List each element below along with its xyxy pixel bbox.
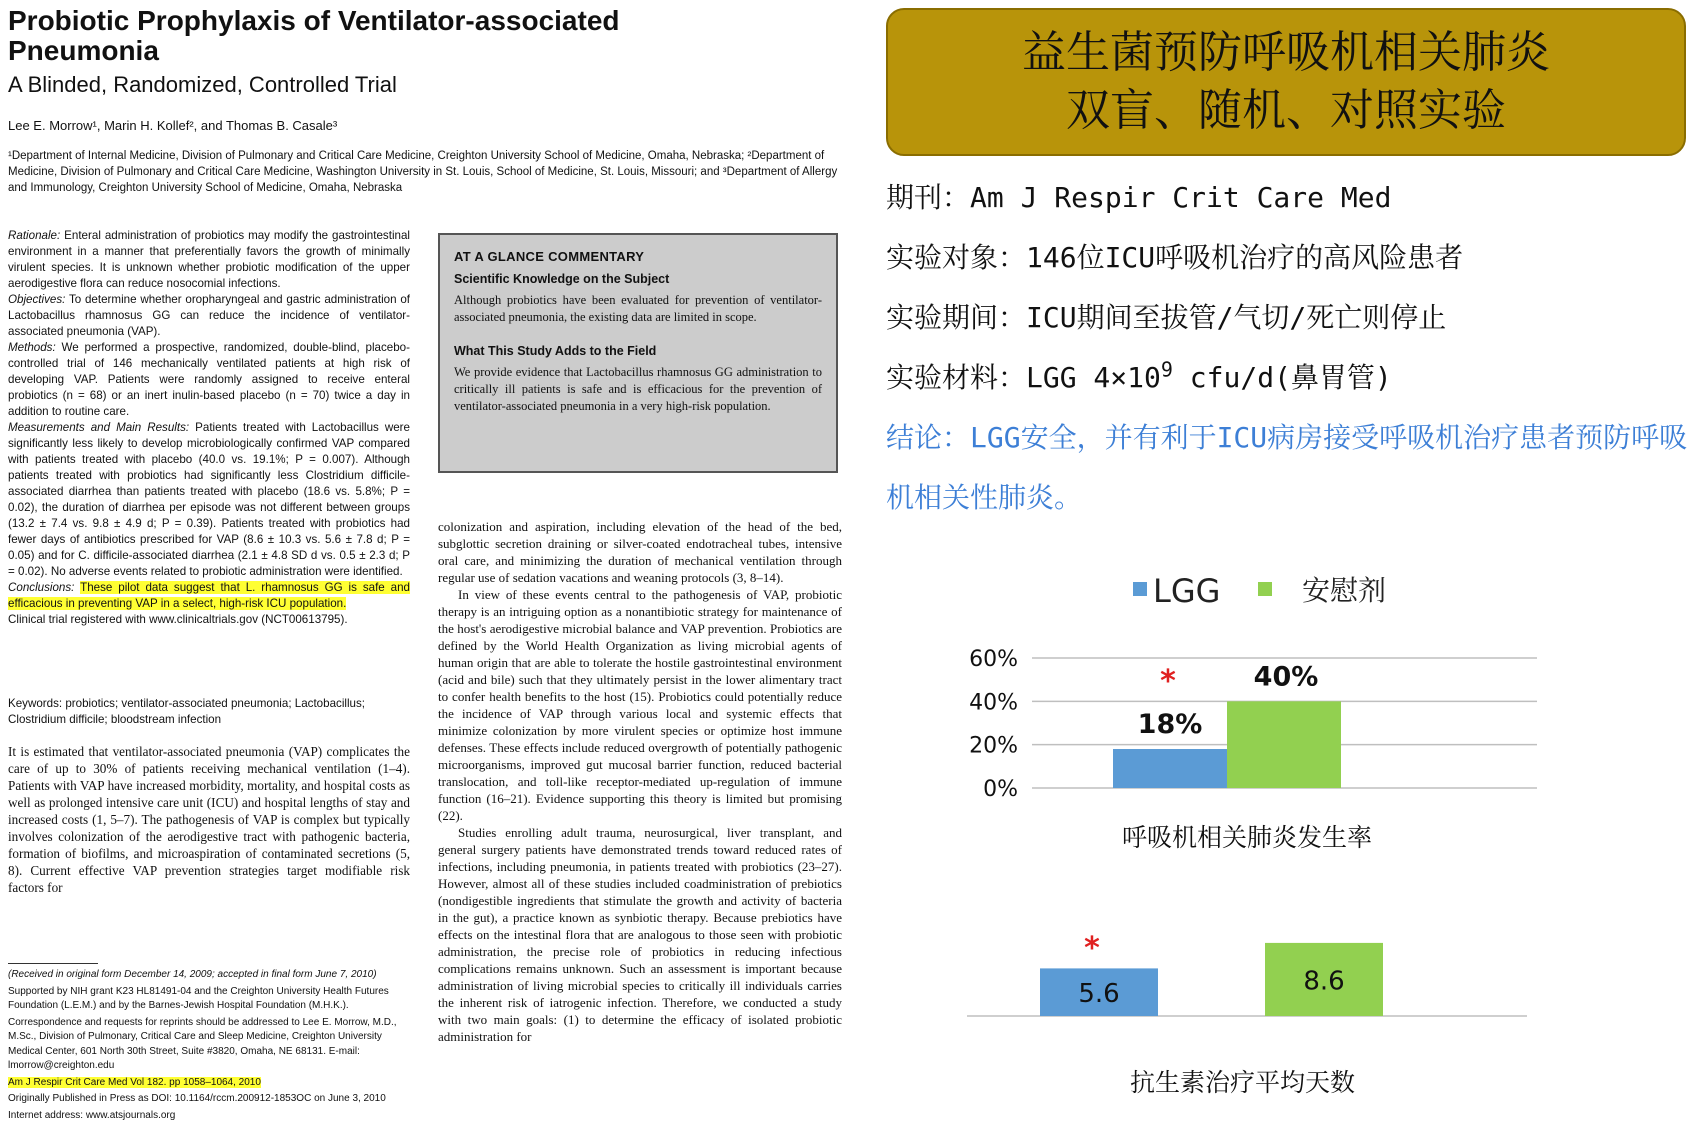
y-tick-label: 20% (969, 733, 1018, 759)
abstract-results: Patients treated with Lactobacillus were significantly less likely to develop microbiologically confirmed VAP compared with patients treated with placebo (40.0 vs. 19.1%; P = 0.007). Although patients treated with probiotics had significantly less Clostridium difficile-associated diarrhea than patients treated with placebo (18.6 vs. 5.8%; P = 0.02), the duration of diarrhea per episode was not different between groups (13.2 ± 7.4 vs. 9.8 ± 4.9 d; P = 0.39). Patients treated with probiotics had fewer days of antibiotics prescribed for VAP (8.6 ± 10.3 vs. 5.6 ± 7.8 d; P = 0.05) and for C. difficile-associated diarrhea (2.1 ± 4.8 SD d vs. 0.5 ± 2.3 d; P = 0.02). No adverse events related to probiotic administration were identified. (8, 421, 410, 578)
paper-authors: Lee E. Morrow¹, Marin H. Kollef², and Thomas B. Casale³ (8, 118, 338, 133)
note-internet: Internet address: www.atsjournals.org (8, 1109, 176, 1121)
bar-placebo (1227, 701, 1341, 788)
note-citation (8, 1076, 410, 1091)
y-tick-label: 60% (969, 647, 1018, 672)
glance-subheading-adds: What This Study Adds to the Field (454, 344, 657, 358)
data-label-placebo: 8.6 (1303, 966, 1345, 997)
y-tick-label: 0% (983, 777, 1018, 802)
antibiotic-days-chart (940, 920, 1560, 1030)
footnotes (8, 963, 410, 1125)
abstract-objectives-label: Objectives: (8, 293, 66, 306)
abstract-methods-label: Methods: (8, 341, 56, 354)
significance-asterisk: * (1084, 931, 1100, 966)
data-label-lgg: 5.6 (1078, 979, 1120, 1010)
body-column-right (438, 518, 842, 1045)
abstract-objectives: To determine whether oropharyngeal and gastric administration of Lactobacillus rhamnosus GG can reduce the incidence of ventilator-associated pneumonia (VAP). (8, 293, 410, 338)
glance-heading: AT A GLANCE COMMENTARY (454, 249, 645, 264)
data-label-placebo: 40% (1253, 661, 1319, 693)
chart2-caption: 抗生素治疗平均天数 (1130, 1068, 1356, 1097)
note-correspondence: Correspondence and requests for reprints should be addressed to Lee E. Morrow, M.D., M.Sc., Division of Pulmonary, Critical Care and Sleep Medicine, Creighton University Medical Center, 601 North 30th Street, Suite #3820, Omaha, NE 68131. E-mail: lmorrow@creighton.edu (8, 1016, 397, 1071)
y-tick-label: 40% (969, 690, 1018, 716)
abstract-methods: We performed a prospective, randomized, double-blind, placebo-controlled trial of 146 mechanically ventilated patients at high risk of developing VAP. Patients were randomly assigned to receive enteral probiotics (n = 68) or an inert inulin-based placebo (n = 70) twice a day in addition to routine care. (8, 341, 410, 418)
abstract-conclusions-highlight: These pilot data suggest that L. rhamnosus GG is safe and efficacious in preventing VAP in a select, high-risk ICU population. (8, 581, 410, 610)
paper-subtitle: A Blinded, Randomized, Controlled Trial (8, 72, 397, 97)
abstract-trial-registration: Clinical trial registered with www.clinicaltrials.gov (NCT00613795). (8, 613, 348, 626)
material-suffix: cfu/d(鼻胃管) (1172, 361, 1392, 394)
journal-line: 期刊：Am J Respir Crit Care Med (886, 181, 1392, 214)
body-paragraph: In view of these events central to the pathogenesis of VAP, probiotic therapy is an intriguing option as a nonantibiotic strategy for maintenance of the host's aerodigestive microbial balance and VAP prevention. Probiotics are defined by the World Health Organization as living microbial agents of human origin that are able to tolerate the hostile gastrointestinal environment (acid and bile) such that they ultimately persist in the lower alimentary tract to confer health benefits to the host (15). Probiotics could potentially reduce the incidence of VAP through various local and systemic effects that minimize colonization by more virulent species or optimize host immune defenses. These effects include reduced overgrowth of potentially pathogenic microorganisms, improved gut mucosal barrier function, reduced bacterial translocation, and toll-like receptor-mediated up-regulation of immune function (16–21). Evidence supporting this theory is limited but promising (22). (438, 587, 842, 823)
glance-subheading-knowledge: Scientific Knowledge on the Subject (454, 272, 670, 286)
material-line (886, 356, 1392, 396)
bar-lgg (1113, 749, 1227, 788)
abstract-results-label: Measurements and Main Results: (8, 421, 190, 434)
material-prefix: 实验材料：LGG 4×10 (886, 361, 1161, 394)
significance-asterisk: * (1160, 664, 1176, 699)
body-paragraph: Studies enrolling adult trauma, neurosurgical, liver transplant, and general surgery patients have demonstrated trends toward reduced rates of infections, including pneumonia, in patients treated with probiotics (23–27). However, almost all of these studies included coadministration of prebiotics (nondigestible ingredients that stimulate the growth and activity of bacteria in the gut), a practice known as synbiotic therapy. Because prebiotics have effects on the intestinal flora that are analogous to those seen with probiotic administration, the precise role of probiotics in reducing infectious complications remains unknown. Such an assessment is important because administration of living microbial species to critically ill individuals carries the inherent risk of iatrogenic infection. Therefore, we conducted a study with two main goals: (1) to determine the efficacy of isolated probiotic administration for (438, 825, 842, 1044)
body-paragraph: colonization and aspiration, including elevation of the head of the bed, subglottic secretion draining or silver-coated endotracheal tubes, intensive oral care, and minimizing the duration of mechanical ventilation through regular use of sedation vacations and weaning protocols (3, 8–14). (438, 519, 842, 585)
glance-text-knowledge: Although probiotics have been evaluated for prevention of ventilator-associated pneumonia, the existing data are limited in scope. (454, 293, 822, 324)
at-a-glance-box (438, 233, 838, 473)
period-line: 实验期间：ICU期间至拔管/气切/死亡则停止 (886, 301, 1447, 334)
footnote-divider (8, 963, 98, 964)
legend-label-placebo: 安慰剂 (1302, 574, 1387, 607)
legend-swatch-lgg (1133, 582, 1147, 596)
abstract (8, 228, 410, 628)
material-exponent: 9 (1160, 357, 1173, 382)
paper-page (0, 0, 845, 1125)
banner-line-1: 益生菌预防呼吸机相关肺炎 (1022, 27, 1550, 78)
note-received: (Received in original form December 14, 2009; accepted in final form June 7, 2010) (8, 969, 377, 980)
summary-banner (886, 8, 1686, 156)
paper-title: Probiotic Prophylaxis of Ventilator-associated Pneumonia (8, 5, 620, 66)
abstract-conclusions-label: Conclusions: (8, 581, 75, 594)
note-support: Supported by NIH grant K23 HL81491-04 and the Creighton University Health Futures Foundation (L.E.M.) and by the Barnes-Jewish Hospital Foundation (M.H.K.). (8, 985, 389, 1011)
note-doi: Originally Published in Press as DOI: 10.1164/rccm.200912-1853OC on June 3, 2010 (8, 1093, 386, 1104)
note-citation-text: Am J Respir Crit Care Med Vol 182. pp 1058–1064, 2010 (8, 1076, 261, 1088)
conclusion-text: 结论：LGG安全，并有利于ICU病房接受呼吸机治疗患者预防呼吸机相关性肺炎。 (886, 421, 1688, 514)
keywords: Keywords: probiotics; ventilator-associated pneumonia; Lactobacillus; Clostridium difficile; bloodstream infection (8, 697, 366, 726)
banner-line-2: 双盲、随机、对照实验 (1066, 85, 1506, 136)
legend-swatch-placebo (1258, 582, 1272, 596)
glance-text-adds: We provide evidence that Lactobacillus rhamnosus GG administration to critically ill patients is safe and is efficacious for the prevention of ventilator-associated pneumonia in a very high-risk population. (454, 365, 822, 413)
abstract-rationale-label: Rationale: (8, 229, 61, 242)
intro-paragraph: It is estimated that ventilator-associated pneumonia (VAP) complicates the care of up to 30% of patients receiving mechanical ventilation (1–4). Patients with VAP have increased morbidity, mortality, and hospital costs as well as prolonged intensive care unit (ICU) and hospital lengths of stay and increased costs (1, 5–7). The pathogenesis of VAP is complex but typically involves colonization of the aerodigestive tract with pathogenic bacteria, formation of biofilms, and microaspiration of contaminated secretions (5, 8). Current effective VAP prevention strategies target modifiable risk factors for (8, 744, 410, 895)
paper-affiliations: ¹Department of Internal Medicine, Division of Pulmonary and Critical Care Medicine, Creighton University School of Medicine, Omaha, Nebraska; ²Department of Medicine, Division of Pulmonary and Critical Care Medicine, Washington University in St. Louis, School of Medicine, St. Louis, Missouri; and ³Department of Allergy and Immunology, Creighton University School of Medicine, Omaha, Nebraska (8, 150, 838, 194)
subjects-line: 实验对象：146位ICU呼吸机治疗的高风险患者 (886, 241, 1464, 274)
chart1-caption: 呼吸机相关肺炎发生率 (1122, 823, 1373, 852)
legend-label-lgg: LGG (1153, 572, 1221, 610)
data-label-lgg: 18% (1137, 709, 1203, 740)
abstract-rationale: Enteral administration of probiotics may modify the gastrointestinal environment in a manner that preferentially favors the growth of minimally virulent species. It is unknown whether probiotic modification of the upper aerodigestive flora can reduce nosocomial infections. (8, 229, 410, 290)
